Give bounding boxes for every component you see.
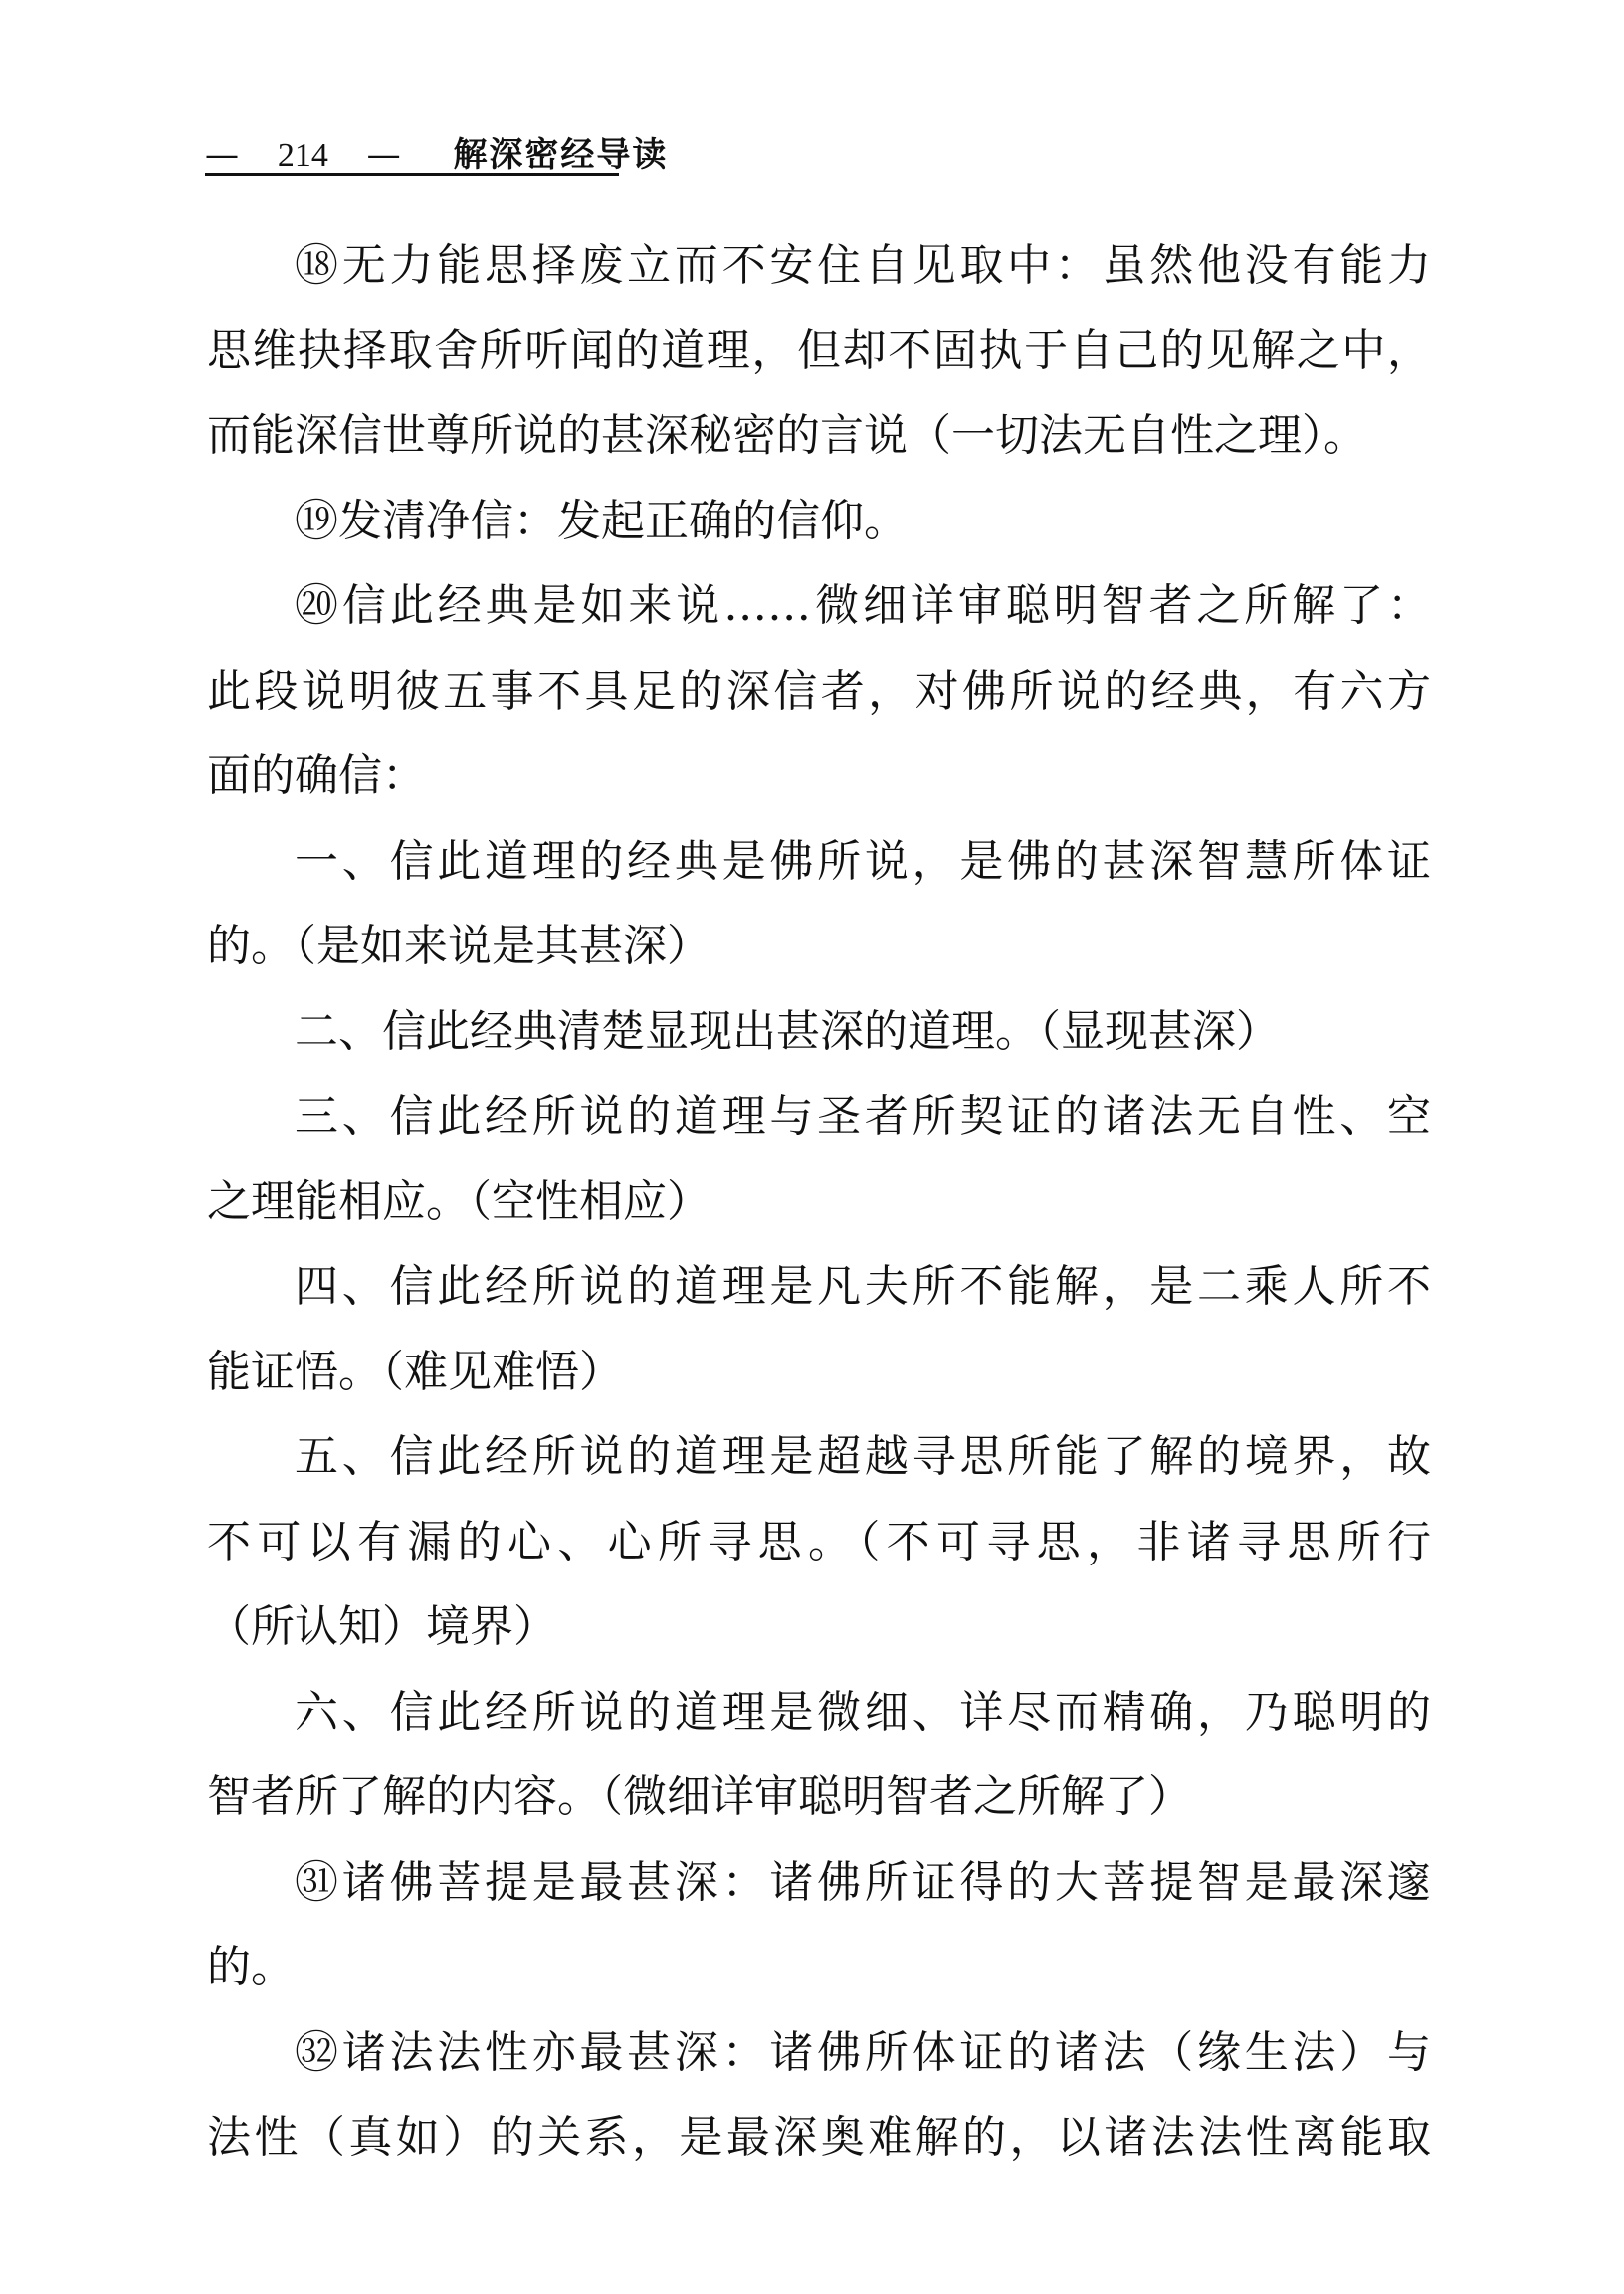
text-line: ㉛诸佛菩提是最甚深：诸佛所证得的大菩提智是最深邃 — [295, 1856, 1431, 1908]
text-line: 此段说明彼五事不具足的深信者，对佛所说的经典，有六方 — [207, 665, 1431, 717]
text-line: 二、信此经典清楚显现出甚深的道理。（显现甚深） — [295, 1005, 1280, 1057]
header-dash-right: — — [366, 135, 401, 175]
text-line: （所认知）境界） — [207, 1601, 557, 1652]
text-line: ⑳信此经典是如来说……微细详审聪明智者之所解了： — [295, 580, 1431, 631]
text-line: 法性（真如）的关系，是最深奥难解的，以诸法法性离能取 — [207, 2112, 1431, 2163]
text-line: 六、信此经所说的道理是微细、详尽而精确，乃聪明的 — [295, 1686, 1431, 1738]
text-line: 之理能相应。（空性相应） — [207, 1175, 710, 1227]
book-title: 解深密经导读 — [453, 135, 669, 175]
text-line: 的。 — [207, 1942, 295, 1992]
running-header — [205, 127, 669, 176]
paragraph — [207, 819, 1431, 989]
paragraph — [207, 1670, 1431, 1840]
text-line: 而能深信世尊所说的甚深秘密的言说（一切法无自性之理）。 — [207, 410, 1367, 461]
header-dash-left: — — [205, 135, 239, 175]
text-line: 五、信此经所说的道理是超越寻思所能了解的境界，故 — [295, 1431, 1431, 1482]
paragraph — [207, 1074, 1431, 1244]
text-line: 四、信此经所说的道理是凡夫所不能解，是二乘人所不 — [295, 1261, 1431, 1312]
paragraph — [207, 989, 1431, 1075]
text-line: 智者所了解的内容。（微细详审聪明智者之所解了） — [207, 1772, 1192, 1822]
text-line: 一、信此道理的经典是佛所说，是佛的甚深智慧所体证 — [295, 835, 1431, 887]
text-line: 不可以有漏的心、心所寻思。（不可寻思，非诸寻思所行 — [207, 1516, 1431, 1567]
paragraph — [207, 1244, 1431, 1414]
text-line: ⑱无力能思择废立而不安住自见取中：虽然他没有能力 — [295, 240, 1431, 291]
text-line: ㉜诸法法性亦最甚深：诸佛所体证的诸法（缘生法）与 — [295, 2026, 1431, 2078]
paragraph — [207, 563, 1431, 819]
paragraph — [207, 1840, 1431, 2010]
paragraph — [207, 223, 1431, 479]
paragraph — [207, 1414, 1431, 1670]
page-number: 214 — [277, 137, 328, 174]
text-line: 能证悟。（难见难悟） — [207, 1346, 623, 1397]
text-line: ⑲发清净信：发起正确的信仰。 — [295, 495, 908, 546]
text-line: 的。（是如来说是其甚深） — [207, 921, 710, 971]
text-line: 面的确信： — [207, 750, 426, 801]
paragraph — [207, 2010, 1431, 2181]
page-body — [207, 223, 1431, 2181]
text-line: 三、信此经所说的道理与圣者所契证的诸法无自性、空 — [295, 1091, 1431, 1142]
text-line: 思维抉择取舍所听闻的道理，但却不固执于自己的见解之中， — [207, 324, 1431, 376]
paragraph — [207, 479, 1431, 564]
